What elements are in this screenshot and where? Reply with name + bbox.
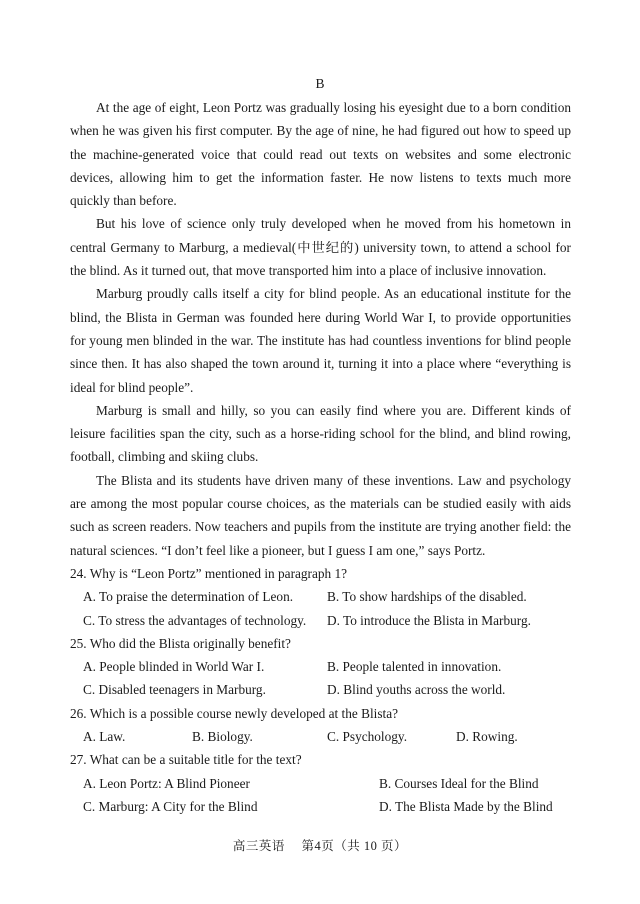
option-b: B. Biology. (192, 729, 253, 745)
question-stem: 25. Who did the Blista originally benefit? (70, 635, 291, 651)
question-list (70, 562, 571, 818)
paragraph-5: The Blista and its students have driven many of these inventions. Law and psychology are among the most popular course choices, as the materials can be studied easily with aids such as screen readers. Now teachers and pupils from the institute are trying another field: the natural sciences. “I don’t feel like a pioneer, but I guess I am one,” says Portz. (70, 472, 571, 558)
option-c: C. Marburg: A City for the Blind (83, 798, 258, 814)
option-row (70, 795, 571, 818)
option-c: C. To stress the advantages of technology. (83, 612, 307, 628)
question-stem: 26. Which is a possible course newly developed at the Blista? (70, 705, 399, 721)
question-27 (70, 748, 571, 818)
option-row (70, 678, 571, 701)
option-row (70, 585, 571, 608)
option-b: B. Courses Ideal for the Blind (379, 775, 539, 791)
question-25 (70, 632, 571, 702)
option-row (70, 772, 571, 795)
paragraph-1: At the age of eight, Leon Portz was gradually losing his eyesight due to a born condition when he was given his first computer. By the age of nine, he had figured out how to speed up the machine-generated voice that could read out texts on websites and some electronic devices, allowing him to get the information faster. He now listens to texts much more quickly than before. (70, 100, 571, 209)
option-b: B. People talented in innovation. (327, 659, 502, 675)
option-b: B. To show hardships of the disabled. (327, 589, 527, 605)
question-stem: 27. What can be a suitable title for the text? (70, 752, 302, 768)
option-a: A. People blinded in World War I. (83, 659, 265, 675)
page-footer: 高三英语 第4页（共 10 页） (232, 839, 408, 853)
option-c: C. Psychology. (327, 729, 408, 745)
option-d: D. Blind youths across the world. (327, 682, 506, 698)
option-a: A. Law. (83, 729, 126, 745)
option-row (70, 609, 571, 632)
reading-passage (70, 96, 571, 562)
option-d: D. Rowing. (456, 729, 518, 745)
question-26 (70, 702, 571, 749)
paragraph-4: Marburg is small and hilly, so you can easily find where you are. Different kinds of leisure facilities span the city, such as a horse-riding school for the blind, and blind rowing, football, climbing and skiing clubs. (70, 402, 571, 465)
option-row (70, 655, 571, 678)
option-a: A. Leon Portz: A Blind Pioneer (83, 775, 250, 791)
question-stem: 24. Why is “Leon Portz” mentioned in paragraph 1? (70, 566, 348, 581)
question-24 (70, 562, 571, 632)
option-a: A. To praise the determination of Leon. (83, 589, 294, 605)
paragraph-2: But his love of science only truly developed when he moved from his hometown in central Germany to Marburg, a medieval(中世纪的) university town, to attend a school for the blind. As it turned out, that move transported him into a place of inclusive innovation. (70, 216, 571, 279)
section-title: B (315, 76, 325, 91)
option-d: D. The Blista Made by the Blind (379, 798, 553, 814)
paragraph-3: Marburg proudly calls itself a city for blind people. As an educational institute for the blind, the Blista in German was founded here during World War I, to provide opportunities for young men blinded in the war. The institute has had countless inventions for blind people since then. It has also shaped the town around it, turning it into a place where “everything is ideal for blind people”. (70, 286, 571, 395)
option-d: D. To introduce the Blista in Marburg. (327, 612, 531, 628)
option-c: C. Disabled teenagers in Marburg. (83, 682, 266, 698)
option-row (70, 725, 571, 748)
